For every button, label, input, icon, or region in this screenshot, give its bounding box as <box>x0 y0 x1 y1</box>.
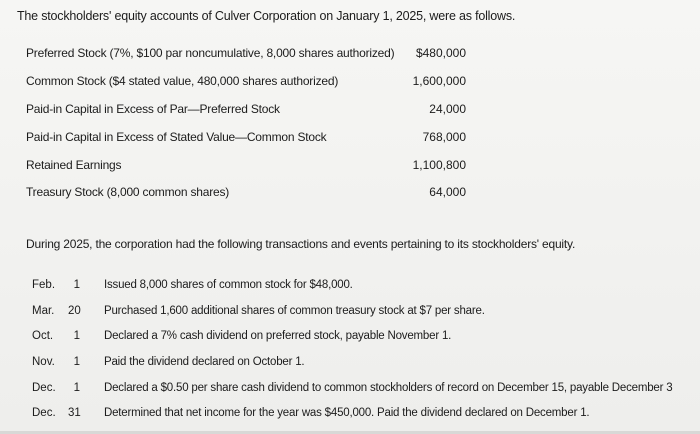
transaction-day: 20 <box>68 305 81 317</box>
account-row <box>26 46 466 66</box>
account-row <box>26 185 466 205</box>
transaction-month: Nov. <box>32 356 55 368</box>
transaction-day: 1 <box>73 279 80 291</box>
account-row <box>26 74 466 94</box>
account-row <box>26 158 466 178</box>
intro-text: The stockholders' equity accounts of Culver Corporation on January 1, 2025, were as follows. <box>17 9 516 23</box>
account-amount: 1,100,800 <box>412 158 466 172</box>
account-label: Paid-in Capital in Excess of Stated Value—Common Stock <box>26 130 327 144</box>
transaction-description: Purchased 1,600 additional shares of common treasury stock at $7 per share. <box>104 305 485 317</box>
transaction-day: 31 <box>68 407 81 419</box>
account-amount: 64,000 <box>429 185 466 199</box>
transaction-month: Dec. <box>32 407 56 419</box>
account-amount: $480,000 <box>415 46 466 60</box>
transaction-description: Determined that net income for the year was $450,000. Paid the dividend declared on December 1. <box>104 407 590 419</box>
transaction-month: Mar. <box>32 305 55 317</box>
account-row <box>26 102 466 122</box>
account-label: Preferred Stock (7%, $100 par noncumulative, 8,000 shares authorized) <box>26 46 395 60</box>
transaction-description: Paid the dividend declared on October 1. <box>104 356 305 368</box>
transaction-day: 1 <box>73 382 80 394</box>
account-label: Treasury Stock (8,000 common shares) <box>26 185 230 199</box>
transaction-day: 1 <box>73 330 80 342</box>
account-label: Retained Earnings <box>26 158 122 172</box>
transactions-intro-text: During 2025, the corporation had the following transactions and events pertaining to its stockholders' equity. <box>26 237 576 251</box>
account-amount: 24,000 <box>429 102 466 116</box>
transaction-month: Oct. <box>32 330 54 342</box>
transaction-month: Feb. <box>32 279 56 291</box>
transaction-day: 1 <box>73 356 80 368</box>
account-amount: 768,000 <box>422 130 466 144</box>
transaction-description: Declared a 7% cash dividend on preferred stock, payable November 1. <box>104 330 452 342</box>
account-row <box>26 130 466 150</box>
transaction-description: Issued 8,000 shares of common stock for $48,000. <box>104 279 353 291</box>
account-amount: 1,600,000 <box>412 74 466 88</box>
account-label: Common Stock ($4 stated value, 480,000 shares authorized) <box>26 74 339 88</box>
account-label: Paid-in Capital in Excess of Par—Preferred Stock <box>26 102 280 116</box>
transaction-description: Declared a $0.50 per share cash dividend to common stockholders of record on December 15, payable December 3 <box>104 382 673 394</box>
transaction-month: Dec. <box>32 382 56 394</box>
